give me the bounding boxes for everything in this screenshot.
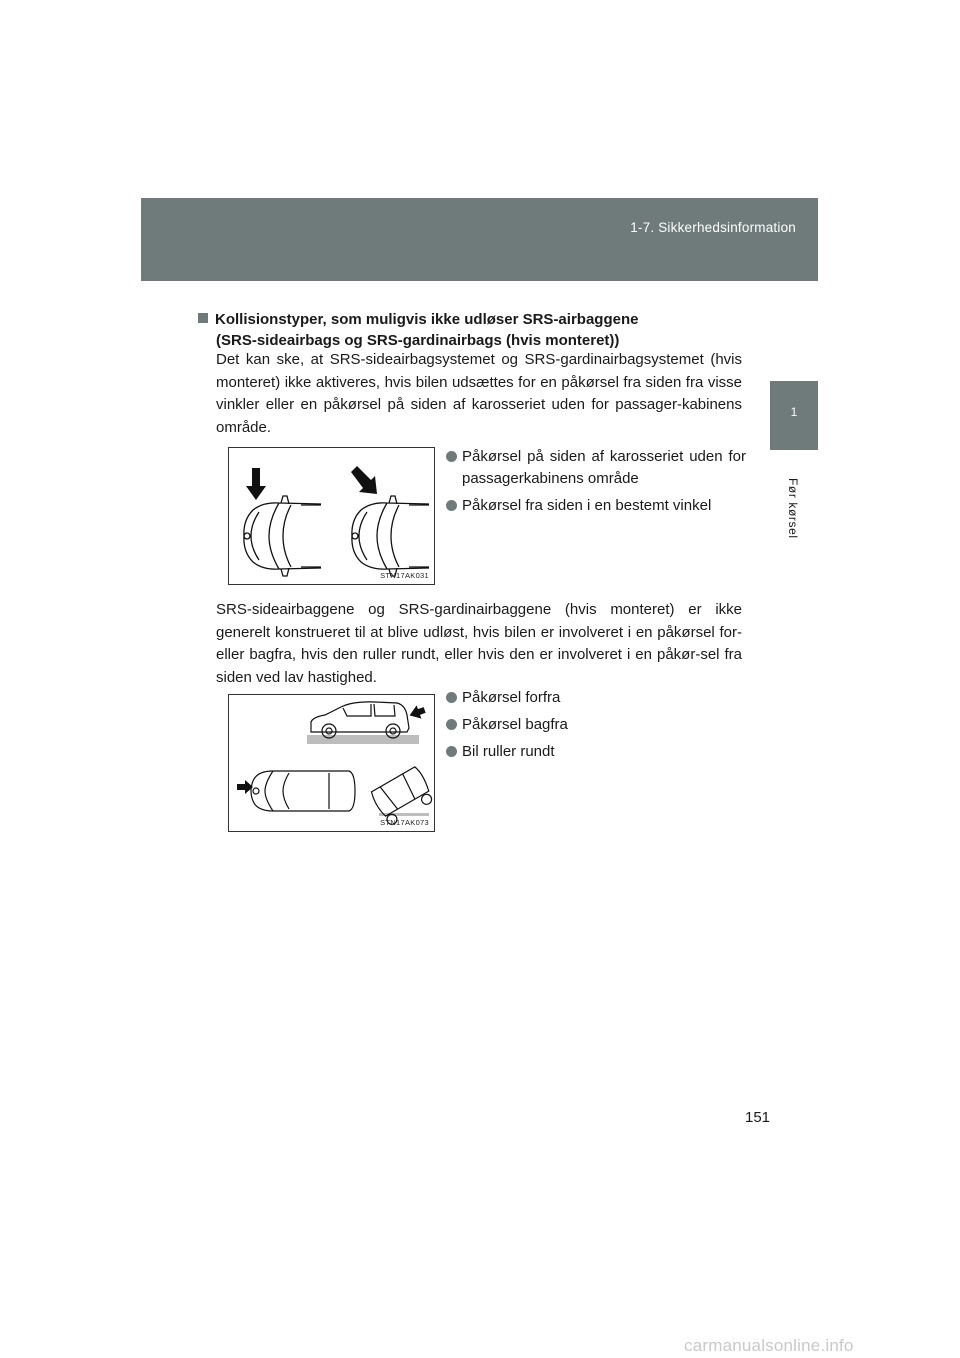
bullet-dot-icon bbox=[446, 719, 457, 730]
figure-other-collisions bbox=[228, 694, 435, 832]
list-item bbox=[446, 495, 746, 517]
paragraph-2: SRS-sideairbaggene og SRS-gardinairbaggene (hvis monteret) er ikke generelt konstrueret til at blive udløst, hvis bilen er involveret i en påkørsel for- eller bagfra, hvis den ruller rundt, eller hvis den er involveret i en påkør-sel fra siden ved lav hastighed. bbox=[216, 601, 742, 686]
bullet-list-1 bbox=[446, 446, 746, 522]
car-top-view-right bbox=[352, 496, 429, 576]
chapter-label: Før kørsel bbox=[786, 478, 800, 539]
paragraph-1: Det kan ske, at SRS-sideairbagsystemet og SRS-gardinairbagsystemet (hvis monteret) ikke aktiveres, hvis bilen udsættes for en påkørsel fra siden fra visse vinkler eller en påkørsel på siden af karosseriet uden for passager-kabinens område. bbox=[216, 351, 742, 436]
list-item bbox=[446, 687, 746, 709]
figure-side-impact bbox=[228, 447, 435, 585]
header-band bbox=[141, 198, 818, 281]
section-heading bbox=[198, 309, 758, 351]
page-number: 151 bbox=[745, 1109, 771, 1126]
chapter-tab bbox=[770, 381, 818, 450]
rear-impact-arrow-icon bbox=[407, 703, 427, 722]
list-item bbox=[446, 446, 746, 490]
heading-line-2: (SRS-sideairbags og SRS-gardinairbags (hvis monteret)) bbox=[216, 332, 620, 349]
list-item-text: Påkørsel bagfra bbox=[462, 716, 568, 733]
list-item-text: Påkørsel fra siden i en bestemt vinkel bbox=[462, 497, 712, 514]
chapter-number: 1 bbox=[790, 405, 798, 419]
bullet-dot-icon bbox=[446, 500, 457, 511]
impact-arrow-icons bbox=[246, 466, 377, 500]
car-top-view-left bbox=[244, 496, 321, 576]
car-side-view bbox=[307, 702, 419, 744]
bullet-dot-icon bbox=[446, 451, 457, 462]
heading-line-1: Kollisionstyper, som muligvis ikke udløser SRS-airbaggene bbox=[215, 311, 639, 328]
side-impact-illustration bbox=[229, 448, 434, 584]
car-top-view bbox=[251, 771, 355, 811]
list-item bbox=[446, 741, 746, 763]
bullet-dot-icon bbox=[446, 746, 457, 757]
heading-square-icon bbox=[198, 313, 208, 323]
bullet-dot-icon bbox=[446, 692, 457, 703]
bullet-list-2 bbox=[446, 687, 746, 768]
watermark-link[interactable]: carmanualsonline.info bbox=[684, 1336, 854, 1355]
list-item bbox=[446, 714, 746, 736]
figure-code: STN17AK031 bbox=[380, 571, 429, 580]
section-title: 1-7. Sikkerhedsinformation bbox=[630, 220, 796, 235]
list-item-text: Påkørsel på siden af karosseriet uden for passagerkabinens område bbox=[462, 448, 746, 487]
list-item-text: Påkørsel forfra bbox=[462, 689, 561, 706]
list-item-text: Bil ruller rundt bbox=[462, 743, 555, 760]
collision-types-illustration bbox=[229, 695, 434, 831]
figure-code: STN17AK073 bbox=[380, 818, 429, 827]
